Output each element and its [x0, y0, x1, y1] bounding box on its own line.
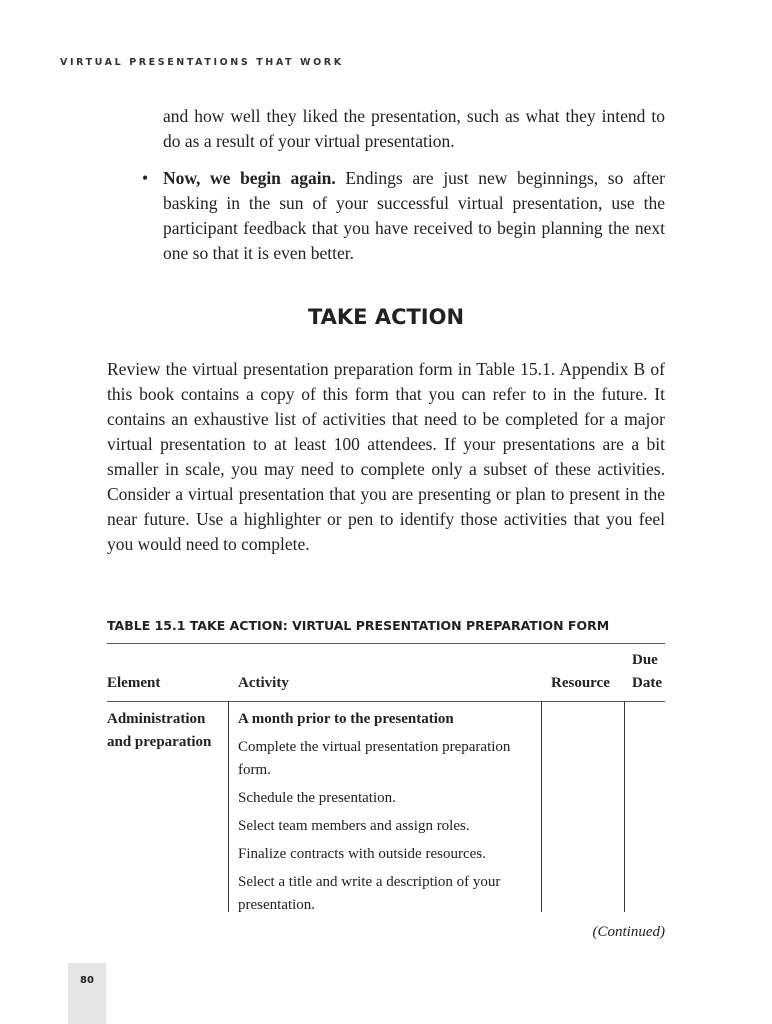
table-cell-element: Administration and preparation: [107, 711, 212, 750]
activity-item: Finalize contracts with outside resources.: [238, 846, 486, 862]
activity-item: Select team members and assign roles.: [238, 818, 470, 834]
continued-note: (Continued): [592, 924, 665, 940]
header-element: Element: [107, 675, 161, 691]
main-paragraph: Review the virtual presentation preparation form in Table 15.1. Appendix B of this book contains a copy of this form that you can refer to in the future. It contains an exhaustive list of activities that need to be completed for a major virtual presentation to at least 100 attendees. If your presentations are a bit smaller in scale, you may need to complete only a subset of these activities. Consider a virtual presentation that you are presenting or plan to present in the near future. Use a highlighter or pen to identify those activities that you feel you would need to complete.: [107, 359, 665, 554]
header-due-line1: Due: [632, 652, 658, 668]
continuation-paragraph: and how well they liked the presentation, such as what they intend to do as a result of your virtual presentation.: [163, 106, 665, 151]
bullet-item: [142, 166, 666, 266]
column-divider: [541, 701, 542, 912]
column-divider: [228, 701, 229, 912]
bullet-lead: Now, we begin again.: [163, 168, 336, 188]
activity-item: Complete the virtual presentation preparation form.: [238, 739, 511, 778]
activity-subheading: A month prior to the presentation: [238, 711, 454, 727]
header-resource: Resource: [551, 675, 610, 691]
header-activity: Activity: [238, 675, 289, 691]
table-header-rule: [107, 701, 665, 702]
table-top-rule: [107, 643, 665, 644]
column-divider: [624, 701, 625, 912]
bullet-text: Endings are just new beginnings, so after basking in the sun of your successful virtual presentation, use the participant feedback that you have received to begin planning the next one so that it is even better.: [163, 168, 666, 263]
running-head: VIRTUAL PRESENTATIONS THAT WORK: [60, 57, 344, 68]
activity-item: Select a title and write a description of your presentation.: [238, 874, 501, 913]
bullet-dot-icon: •: [142, 168, 149, 188]
header-due-line2: Date: [632, 675, 662, 691]
activity-item: Schedule the presentation.: [238, 790, 396, 806]
table-cell-activity: [238, 708, 538, 922]
table-caption: TABLE 15.1 TAKE ACTION: VIRTUAL PRESENTATION PREPARATION FORM: [107, 618, 610, 633]
page-number-box: [68, 963, 106, 1024]
page-number: 80: [80, 975, 94, 986]
section-heading: TAKE ACTION: [307, 305, 465, 329]
